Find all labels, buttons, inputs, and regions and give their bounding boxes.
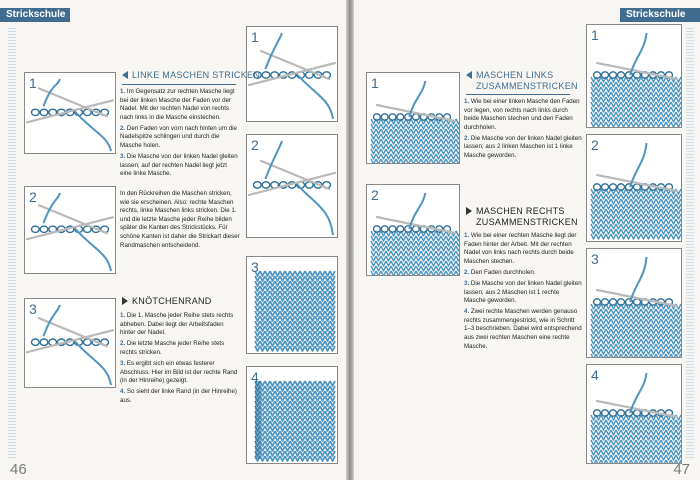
figure-knit-purl-2	[24, 186, 116, 274]
knitting-illustration	[247, 367, 338, 464]
figure-knit-together-2	[586, 134, 682, 242]
step-paragraph: 2. Die Masche von der linken Nadel gleiten lassen; aus 2 linken Maschen ist 1 linke Masche geworden.	[464, 134, 582, 160]
step-paragraph: 1. Wie bei einer linken Masche den Faden vor legen, von rechts nach links durch beide Maschen stechen und den Faden durchholen.	[464, 98, 580, 131]
figure-number: 1	[591, 27, 599, 43]
knitting-illustration	[587, 249, 682, 358]
title-rule	[122, 84, 236, 85]
knitting-illustration	[247, 257, 338, 354]
figure-number: 2	[371, 187, 379, 203]
left-page	[0, 0, 346, 480]
right-page	[354, 0, 700, 480]
step-paragraph: 3. Es ergibt sich ein etwas festerer Abschluss. Hier im Bild ist der rechte Rand (in der Hinreihe) gezeigt.	[120, 359, 238, 385]
stitch-border-decoration	[686, 28, 694, 460]
figure-knit-together-1	[586, 24, 682, 128]
figure-number: 2	[591, 137, 599, 153]
knitting-illustration	[247, 27, 338, 122]
step-paragraph: 3. Die Masche von der linken Nadel gleiten lassen; auf der rechten Nadel liegt jetzt eine linke Masche.	[120, 153, 238, 178]
steps-links-zus	[464, 98, 582, 163]
section-header: Strickschule	[0, 8, 70, 22]
figure-number: 2	[29, 189, 37, 205]
step-paragraph: 2. Den Faden von vorn nach hinten um die Nadelspitze schlingen und durch die Masche holen.	[120, 124, 237, 150]
steps-knoetchen	[120, 312, 240, 408]
step-paragraph: 1. Die 1. Masche jeder Reihe stets rechts abheben. Dabei liegt der Arbeitsfaden hinter der Nadel.	[120, 312, 234, 337]
figure-number: 1	[371, 75, 379, 91]
stitch-border-decoration	[8, 28, 16, 460]
steps-links	[120, 88, 240, 181]
step-paragraph: 1. Wie bei einer rechten Masche liegt der Faden hinter der Arbeit. Mit der rechten Nadel von links nach rechts durch beide Maschen stechen.	[464, 232, 577, 265]
page-number: 47	[673, 461, 690, 478]
step-paragraph: 4. Zwei rechte Maschen werden genauso rechts zusammengestrickt, wie in Schritt 1–3 beschrieben. Dabei wird entsprechend aus zwei rechten Maschen eine rechte Masche.	[464, 308, 582, 350]
section-title-links-zus: MASCHEN LINKS ZUSAMMENSTRICKEN	[466, 70, 578, 92]
figure-knit-together-3	[586, 248, 682, 358]
knitting-illustration	[25, 299, 116, 388]
figure-number: 1	[29, 75, 37, 91]
step-paragraph: 3. Die Masche von der linken Nadel gleiten lassen; aus 2 Maschen ist 1 rechte Masche geworden.	[464, 279, 582, 305]
section-title-knoetchen: KNÖTCHENRAND	[122, 296, 212, 307]
steps-rechts-zus	[464, 232, 582, 354]
figure-number: 3	[591, 251, 599, 267]
triangle-icon	[122, 297, 128, 305]
figure-knit-purl-2b	[246, 134, 338, 238]
knitting-illustration	[25, 73, 116, 154]
section-title-links: LINKE MASCHEN STRICKEN	[122, 70, 260, 81]
figure-number: 4	[591, 367, 599, 383]
figure-number: 3	[29, 301, 37, 317]
figure-knit-purl-1	[24, 72, 116, 154]
knitting-illustration	[587, 25, 682, 128]
triangle-icon	[122, 71, 128, 79]
figure-knot-edge-3	[246, 256, 338, 354]
knitting-illustration	[587, 135, 682, 242]
title-rule	[466, 94, 570, 95]
knitting-illustration	[247, 135, 338, 238]
triangle-icon	[466, 207, 472, 215]
paragraph-randmaschen: In den Rückreihen die Maschen stricken, wie sie erscheinen. Also: rechte Maschen rechts, linke Maschen links stricken. Die 1. und die letzte Masche jeder Reihe bilden später die Kanten des Strickstücks. Für schöne Kanten ist daher die Strickart dieser Randmaschen entscheidend.	[120, 190, 240, 249]
knitting-illustration	[587, 365, 682, 464]
figure-number: 4	[251, 369, 259, 385]
step-paragraph: 4. So sieht der linke Rand (in der Hinreihe) aus.	[120, 388, 237, 404]
figure-knot-edge-4	[246, 366, 338, 464]
figure-purl-together-2	[366, 184, 460, 276]
knitting-illustration	[367, 185, 460, 276]
figure-knit-together-4	[586, 364, 682, 464]
knitting-illustration	[25, 187, 116, 274]
triangle-icon	[466, 71, 472, 79]
section-header: Strickschule	[620, 8, 700, 22]
figure-purl-together-1	[366, 72, 460, 164]
step-paragraph: 2. Den Faden durchholen.	[464, 268, 536, 276]
step-paragraph: 2. Die letzte Masche jeder Reihe stets rechts stricken.	[120, 340, 225, 356]
figure-knit-purl-3	[24, 298, 116, 388]
figure-number: 3	[251, 259, 259, 275]
page-number: 46	[10, 461, 27, 478]
knitting-illustration	[367, 73, 460, 164]
section-title-rechts-zus: MASCHEN RECHTS ZUSAMMENSTRICKEN	[466, 206, 578, 228]
figure-number: 2	[251, 137, 259, 153]
step-paragraph: 1. Im Gegensatz zur rechten Masche liegt bei der linken Masche der Faden vor der Nadel. Mit der rechten Nadel von rechts nach links in die Masche einstechen.	[120, 88, 235, 121]
book-gutter	[346, 0, 354, 480]
figure-number: 1	[251, 29, 259, 45]
